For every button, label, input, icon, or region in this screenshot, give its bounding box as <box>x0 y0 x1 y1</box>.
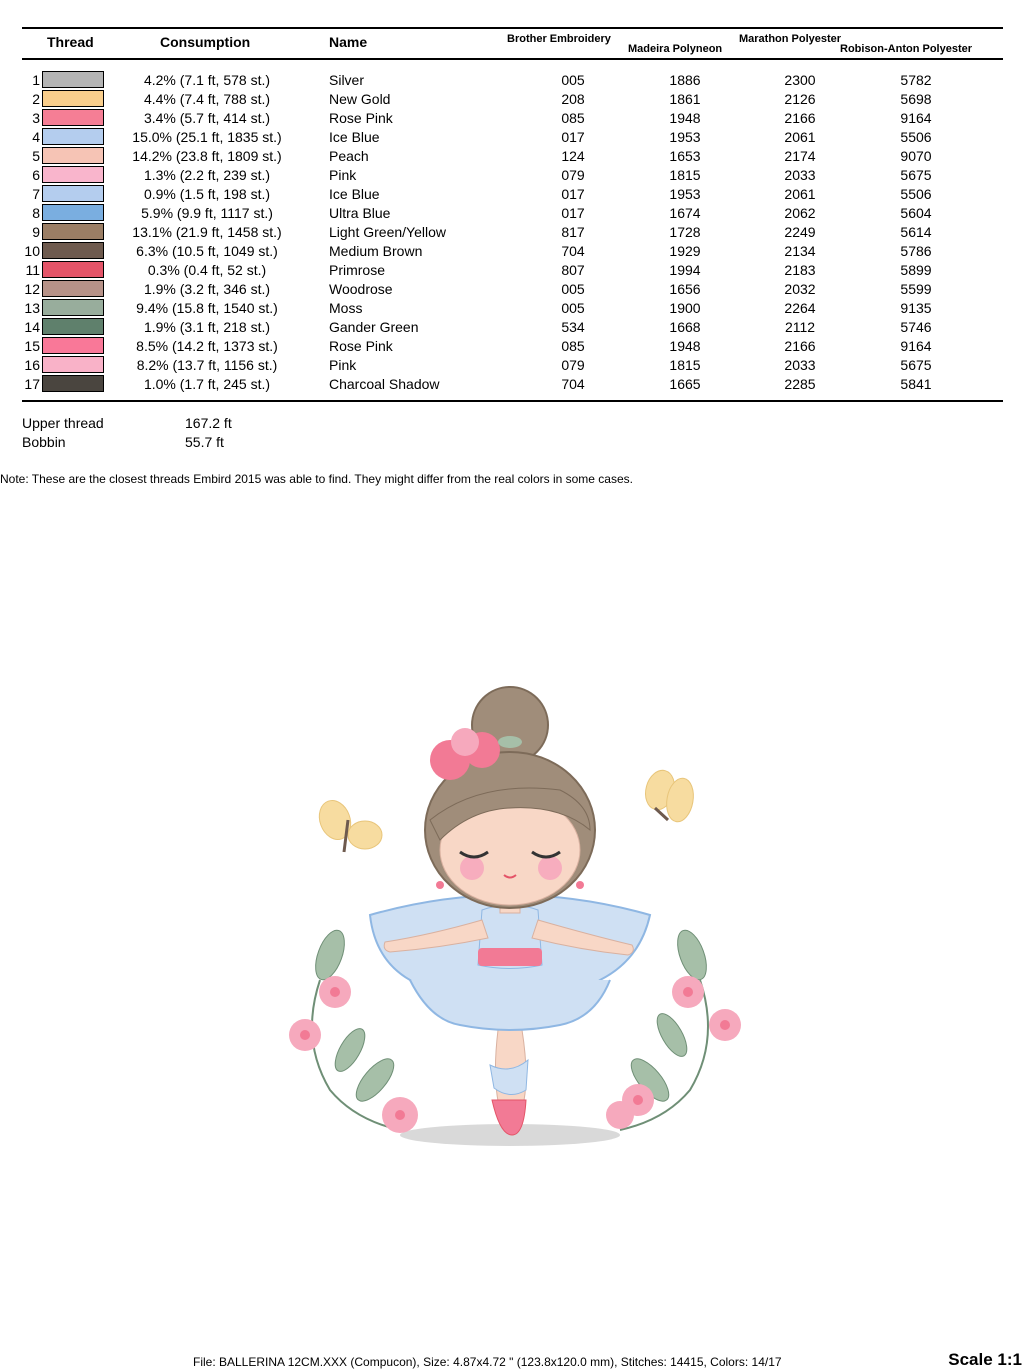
thread-color-swatch <box>42 375 104 392</box>
table-row <box>0 336 1024 355</box>
table-row <box>0 241 1024 260</box>
thread-color-swatch <box>42 128 104 145</box>
marathon-code: 2300 <box>784 72 816 88</box>
thread-name: Ultra Blue <box>329 205 391 221</box>
thread-name: Light Green/Yellow <box>329 224 447 240</box>
marathon-code: 2174 <box>784 148 816 164</box>
marathon-code: 2033 <box>784 357 816 373</box>
header-thread: Thread <box>47 34 94 50</box>
thread-consumption: 5.9% (9.9 ft, 1117 st.) <box>141 205 273 221</box>
table-row <box>0 374 1024 393</box>
table-top-rule <box>22 27 1003 29</box>
brother-code: 124 <box>561 148 585 164</box>
thread-color-swatch <box>42 280 104 297</box>
brother-code: 005 <box>561 300 585 316</box>
thread-name: Silver <box>329 72 365 88</box>
robison-code: 9164 <box>900 110 932 126</box>
thread-name: Gander Green <box>329 319 419 335</box>
madeira-code: 1948 <box>669 338 701 354</box>
marathon-code: 2134 <box>784 243 816 259</box>
thread-consumption: 8.5% (14.2 ft, 1373 st.) <box>136 338 278 354</box>
madeira-code: 1861 <box>669 91 701 107</box>
madeira-code: 1656 <box>669 281 701 297</box>
brother-code: 079 <box>561 167 585 183</box>
madeira-code: 1665 <box>669 376 701 392</box>
thread-name: Woodrose <box>329 281 393 297</box>
robison-code: 5675 <box>900 167 932 183</box>
table-bottom-rule <box>22 400 1003 402</box>
robison-code: 5782 <box>900 72 932 88</box>
table-row <box>0 184 1024 203</box>
madeira-code: 1674 <box>669 205 701 221</box>
ballerina-embroidery-icon <box>260 680 760 1150</box>
madeira-code: 1815 <box>669 167 701 183</box>
thread-number: 3 <box>32 110 40 126</box>
marathon-code: 2032 <box>784 281 816 297</box>
thread-consumption: 9.4% (15.8 ft, 1540 st.) <box>136 300 278 316</box>
marathon-code: 2285 <box>784 376 816 392</box>
marathon-code: 2061 <box>784 186 816 202</box>
robison-code: 9135 <box>900 300 932 316</box>
brother-code: 807 <box>561 262 585 278</box>
thread-color-swatch <box>42 318 104 335</box>
thread-number: 7 <box>32 186 40 202</box>
scale-label: Scale 1:1 <box>948 1350 1022 1369</box>
thread-consumption: 3.4% (5.7 ft, 414 st.) <box>143 110 271 126</box>
header-name: Name <box>329 34 368 50</box>
thread-number: 10 <box>24 243 40 259</box>
brother-code: 704 <box>561 243 585 259</box>
madeira-code: 1953 <box>669 129 701 145</box>
marathon-code: 2166 <box>784 110 816 126</box>
thread-name: Medium Brown <box>329 243 423 259</box>
table-row <box>0 127 1024 146</box>
thread-consumption: 6.3% (10.5 ft, 1049 st.) <box>136 243 278 259</box>
madeira-code: 1815 <box>669 357 701 373</box>
thread-color-swatch <box>42 242 104 259</box>
brother-code: 534 <box>561 319 585 335</box>
robison-code: 5506 <box>900 129 932 145</box>
madeira-code: 1948 <box>669 110 701 126</box>
thread-number: 16 <box>24 357 40 373</box>
header-madeira: Madeira Polyneon <box>628 43 723 55</box>
madeira-code: 1994 <box>669 262 701 278</box>
marathon-code: 2183 <box>784 262 816 278</box>
robison-code: 5599 <box>900 281 932 297</box>
madeira-code: 1900 <box>669 300 701 316</box>
thread-color-swatch <box>42 356 104 373</box>
table-row <box>0 165 1024 184</box>
table-row <box>0 146 1024 165</box>
robison-code: 5899 <box>900 262 932 278</box>
robison-code: 9070 <box>900 148 932 164</box>
madeira-code: 1886 <box>669 72 701 88</box>
thread-color-swatch <box>42 166 104 183</box>
thread-name: Rose Pink <box>329 110 393 126</box>
thread-number: 5 <box>32 148 40 164</box>
thread-number: 12 <box>24 281 40 297</box>
marathon-code: 2166 <box>784 338 816 354</box>
upper-thread-value: 167.2 ft <box>185 415 232 431</box>
thread-name: Pink <box>329 167 357 183</box>
thread-number: 6 <box>32 167 40 183</box>
marathon-code: 2249 <box>784 224 816 240</box>
table-row <box>0 298 1024 317</box>
thread-consumption: 15.0% (25.1 ft, 1835 st.) <box>132 129 282 145</box>
thread-color-swatch <box>42 261 104 278</box>
table-row <box>0 260 1024 279</box>
table-row <box>0 203 1024 222</box>
table-row <box>0 70 1024 89</box>
madeira-code: 1653 <box>669 148 701 164</box>
thread-consumption: 14.2% (23.8 ft, 1809 st.) <box>132 148 282 164</box>
thread-note: Note: These are the closest threads Embird 2015 was able to find. They might differ from the real colors in some cases. <box>0 472 633 486</box>
thread-consumption: 0.9% (1.5 ft, 198 st.) <box>143 186 271 202</box>
brother-code: 017 <box>561 129 585 145</box>
table-row <box>0 108 1024 127</box>
thread-consumption: 1.0% (1.7 ft, 245 st.) <box>143 376 271 392</box>
table-row <box>0 89 1024 108</box>
thread-color-swatch <box>42 204 104 221</box>
thread-color-swatch <box>42 185 104 202</box>
thread-consumption: 1.3% (2.2 ft, 239 st.) <box>143 167 271 183</box>
madeira-code: 1668 <box>669 319 701 335</box>
thread-name: Moss <box>329 300 363 316</box>
thread-number: 17 <box>24 376 40 392</box>
thread-consumption: 1.9% (3.1 ft, 218 st.) <box>143 319 271 335</box>
brother-code: 817 <box>561 224 585 240</box>
table-row <box>0 222 1024 241</box>
robison-code: 5698 <box>900 91 932 107</box>
madeira-code: 1929 <box>669 243 701 259</box>
bobbin-value: 55.7 ft <box>185 434 224 450</box>
thread-number: 4 <box>32 129 40 145</box>
thread-color-swatch <box>42 147 104 164</box>
madeira-code: 1953 <box>669 186 701 202</box>
table-row <box>0 317 1024 336</box>
thread-name: Ice Blue <box>329 186 380 202</box>
thread-number: 13 <box>24 300 40 316</box>
marathon-code: 2033 <box>784 167 816 183</box>
thread-consumption: 8.2% (13.7 ft, 1156 st.) <box>136 357 278 373</box>
thread-number: 9 <box>32 224 40 240</box>
marathon-code: 2126 <box>784 91 816 107</box>
bobbin-label: Bobbin <box>22 434 66 450</box>
thread-color-swatch <box>42 109 104 126</box>
brother-code: 017 <box>561 186 585 202</box>
thread-consumption: 1.9% (3.2 ft, 346 st.) <box>143 281 271 297</box>
thread-number: 11 <box>25 262 40 278</box>
brother-code: 017 <box>561 205 585 221</box>
robison-code: 5506 <box>900 186 932 202</box>
robison-code: 5604 <box>900 205 932 221</box>
thread-number: 1 <box>32 72 40 88</box>
thread-name: Ice Blue <box>329 129 380 145</box>
marathon-code: 2062 <box>784 205 816 221</box>
table-row <box>0 355 1024 374</box>
thread-color-swatch <box>42 299 104 316</box>
thread-consumption: 4.2% (7.1 ft, 578 st.) <box>143 72 271 88</box>
header-consumption: Consumption <box>160 34 251 50</box>
thread-name: Primrose <box>329 262 386 278</box>
thread-name: Pink <box>329 357 357 373</box>
upper-thread-label: Upper thread <box>22 415 104 431</box>
thread-name: Charcoal Shadow <box>329 376 440 392</box>
header-brother: Brother Embroidery <box>507 33 611 45</box>
table-row <box>0 279 1024 298</box>
thread-number: 2 <box>32 91 40 107</box>
thread-color-swatch <box>42 90 104 107</box>
madeira-code: 1728 <box>669 224 701 240</box>
brother-code: 079 <box>561 357 585 373</box>
brother-code: 005 <box>561 72 585 88</box>
robison-code: 5614 <box>900 224 932 240</box>
thread-number: 15 <box>24 338 40 354</box>
robison-code: 5786 <box>900 243 932 259</box>
thread-number: 14 <box>24 319 40 335</box>
thread-number: 8 <box>32 205 40 221</box>
thread-color-swatch <box>42 223 104 240</box>
brother-code: 704 <box>561 376 585 392</box>
marathon-code: 2112 <box>784 319 816 335</box>
thread-color-swatch <box>42 337 104 354</box>
thread-consumption: 0.3% (0.4 ft, 52 st.) <box>147 262 267 278</box>
header-marathon: Marathon Polyester <box>739 33 842 45</box>
marathon-code: 2264 <box>784 300 816 316</box>
thread-name: Rose Pink <box>329 338 393 354</box>
thread-consumption: 4.4% (7.4 ft, 788 st.) <box>143 91 271 107</box>
robison-code: 5746 <box>900 319 932 335</box>
brother-code: 085 <box>561 110 585 126</box>
brother-code: 208 <box>561 91 585 107</box>
robison-code: 9164 <box>900 338 932 354</box>
header-robison: Robison-Anton Polyester <box>840 43 973 55</box>
file-info-footer: File: BALLERINA 12CM.XXX (Compucon), Size: 4.87x4.72 " (123.8x120.0 mm), Stitches: 14415, Colors: 14/17 <box>193 1355 782 1369</box>
robison-code: 5841 <box>900 376 932 392</box>
thread-consumption: 13.1% (21.9 ft, 1458 st.) <box>132 224 282 240</box>
thread-color-swatch <box>42 71 104 88</box>
robison-code: 5675 <box>900 357 932 373</box>
thread-name: New Gold <box>329 91 391 107</box>
thread-name: Peach <box>329 148 369 164</box>
table-header-rule <box>22 58 1003 60</box>
brother-code: 005 <box>561 281 585 297</box>
marathon-code: 2061 <box>784 129 816 145</box>
brother-code: 085 <box>561 338 585 354</box>
